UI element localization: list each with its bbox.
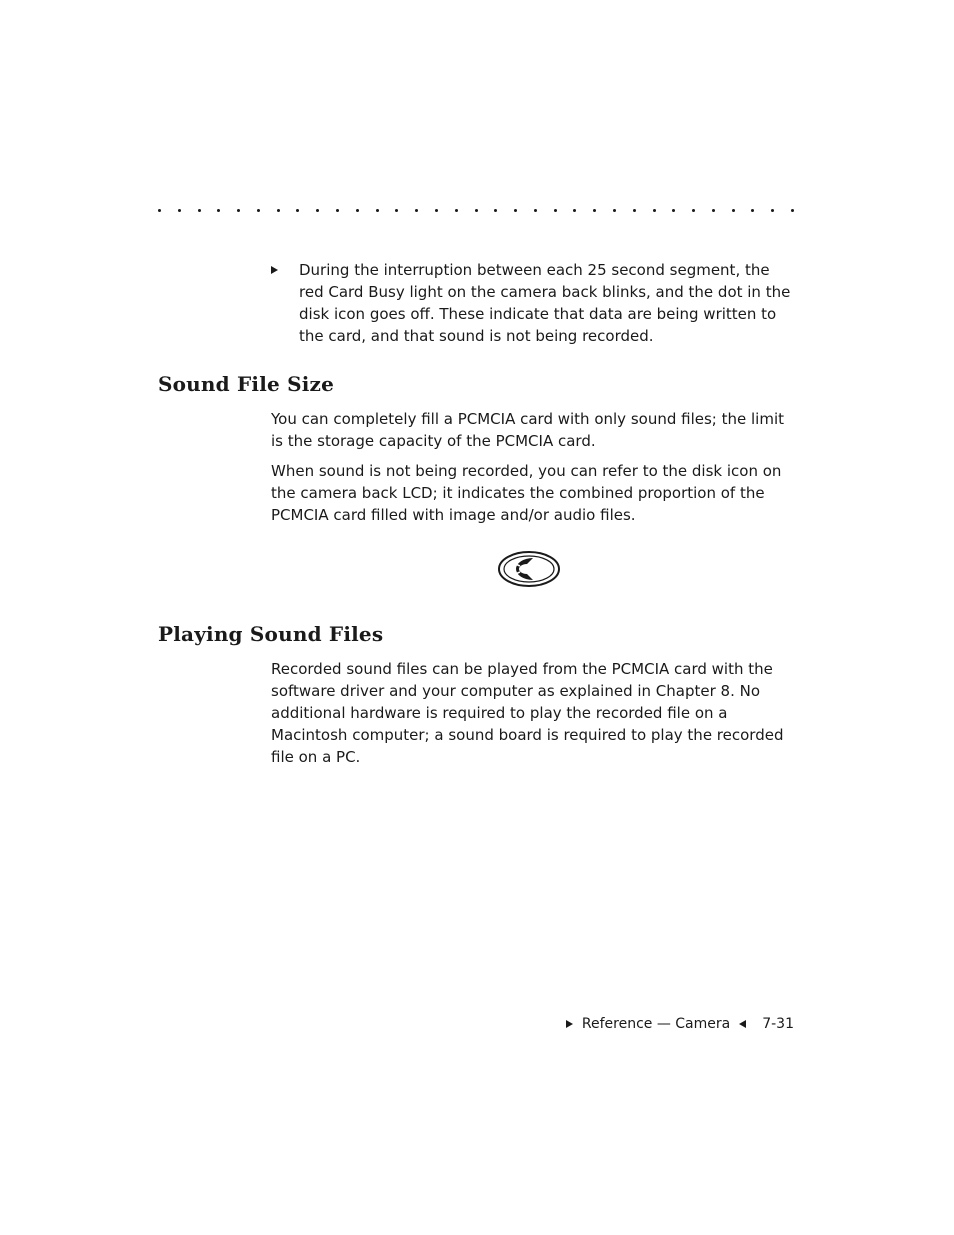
bullet-text: During the interruption between each 25 second segment, the red Card Busy light on the camera back blinks, and the dot in the disk icon goes off. These indicate that data are being written to the card, and that sound is not being recorded. xyxy=(299,261,791,345)
heading-playing-sound-files: Playing Sound Files xyxy=(158,622,384,646)
left-triangle-icon xyxy=(739,1020,746,1028)
dotted-rule xyxy=(158,200,794,220)
page-footer xyxy=(566,1016,794,1032)
disk-icon xyxy=(497,549,561,589)
paragraph: Recorded sound files can be played from the PCMCIA card with the software driver and your computer as explained in Chapter 8. No additional hardware is required to play the recorded file on a Macintosh computer; a sound board is required to play the recorded file on a PC. xyxy=(271,660,784,766)
bullet-item xyxy=(271,259,791,347)
paragraph: When sound is not being recorded, you can refer to the disk icon on the camera back LCD; it indicates the combined proportion of the PCMCIA card filled with image and/or audio files. xyxy=(271,462,782,524)
right-triangle-icon xyxy=(566,1020,573,1028)
page-number: 7-31 xyxy=(762,1016,794,1032)
paragraph: You can completely fill a PCMCIA card with only sound files; the limit is the storage capacity of the PCMCIA card. xyxy=(271,410,784,450)
footer-section-label: Reference — Camera xyxy=(581,1016,731,1032)
heading-sound-file-size: Sound File Size xyxy=(158,372,335,396)
bullet-triangle-icon xyxy=(271,266,278,274)
